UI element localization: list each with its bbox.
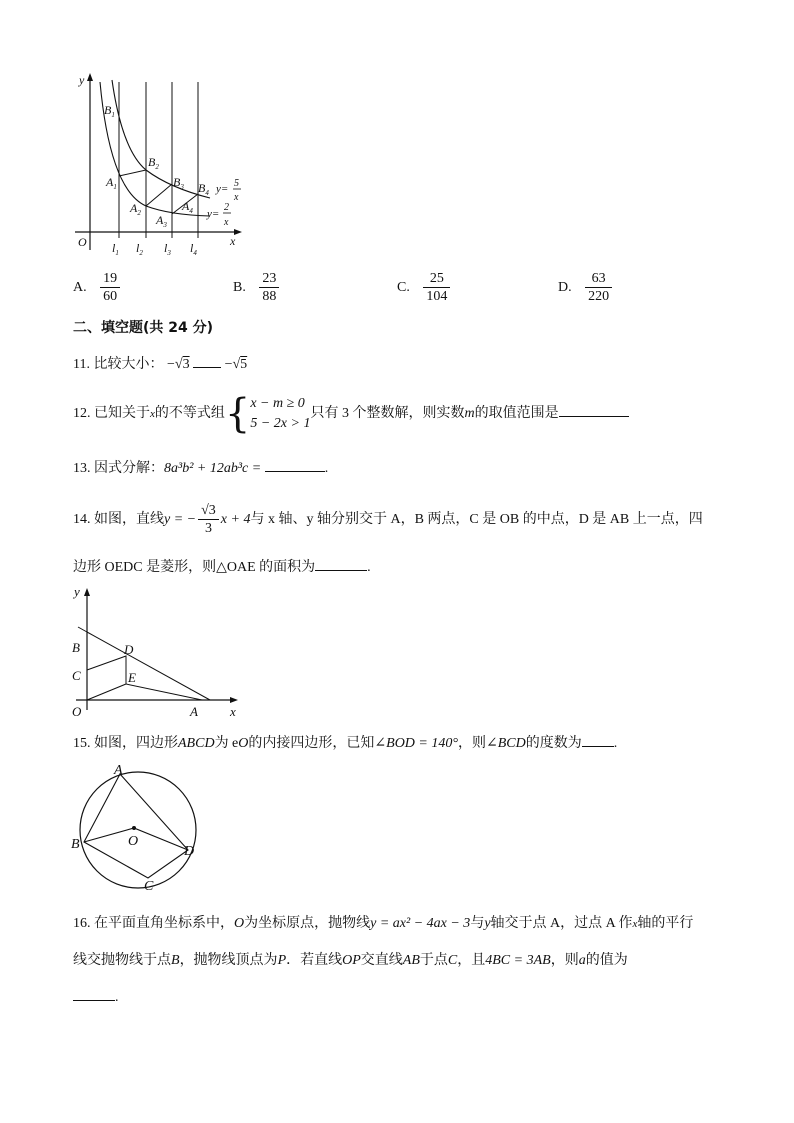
q16-x: x [632, 918, 638, 930]
q15-o: O [238, 736, 249, 751]
label-curve-2-den: x [224, 217, 229, 228]
q11-answer-blank[interactable] [193, 353, 221, 368]
figure-circle [66, 762, 216, 898]
q15-number: 15. [73, 736, 91, 751]
label-a2: $A_2$ [130, 201, 141, 217]
q14-text-2: 与 x 轴、y 轴分别交于 A，B 两点，C 是 OB 的中点，D 是 AB 上一点，四 [250, 512, 703, 527]
q15-text-4: ，则 [457, 736, 486, 751]
option-d[interactable] [558, 270, 614, 305]
segment-a1b2 [119, 170, 146, 176]
fig2-label-a: A [190, 704, 198, 719]
q15-text-5: 的度数为 [525, 736, 582, 751]
fig2-label-b: B [72, 640, 80, 655]
q15-text-3: 的内接四边形，已知 [248, 736, 375, 751]
q16-op: OP [342, 953, 361, 968]
q16-parabola: y = ax² − 4ax − 3 [370, 916, 471, 931]
label-l2: $l_2$ [136, 241, 143, 257]
q13-text: 因式分解： [94, 461, 164, 476]
q16-b: B [171, 953, 180, 968]
label-curve-5-num: 5 [234, 178, 239, 189]
figure-hyperbolas [70, 70, 250, 260]
question-16-line-1 [73, 914, 693, 934]
label-a3: $A_3$ [156, 213, 167, 229]
q16-text-3: 与 [470, 916, 485, 931]
q12-var-m: m [464, 406, 475, 421]
option-b-label: B. [233, 279, 246, 295]
label-y: y [79, 73, 85, 87]
question-15 [73, 732, 617, 754]
q14-eq-rhs: x + 4 [220, 512, 251, 527]
fig2-label-x: x [230, 704, 236, 719]
q16-y: y [484, 916, 491, 931]
fig3-label-c: C [144, 879, 154, 894]
label-a1: $A_1$ [106, 175, 117, 191]
label-l1: $l_1$ [112, 241, 119, 257]
fig2-label-y: y [74, 584, 80, 599]
q16-equation: 4BC = 3AB [485, 953, 551, 968]
fig3-center-dot [132, 826, 136, 830]
question-16-line-3 [73, 986, 119, 1008]
question-14-line-2 [73, 556, 371, 578]
q16-text-4: 轴交于点 A，过点 A 作 [490, 916, 633, 931]
fig2-label-o: O [72, 704, 82, 719]
option-c-fraction: $\frac{25}{104}$ [423, 270, 450, 305]
q16-c: C [447, 953, 458, 968]
q15-angle-bcd: ∠BCD [485, 736, 526, 751]
option-a[interactable] [73, 270, 122, 305]
q14-fraction: $\frac{√3}{3}$ [198, 502, 219, 537]
label-b4: $B_4$ [198, 181, 209, 197]
label-l3: $l_3$ [164, 241, 171, 257]
q12-answer-blank[interactable] [559, 402, 629, 417]
label-curve-5: y= [216, 183, 229, 195]
curve-y-5-over-x [112, 80, 210, 198]
fig2-line-ab [87, 632, 210, 700]
q14-answer-blank[interactable] [315, 556, 367, 571]
fig2-y-arrow [84, 588, 90, 596]
option-c[interactable] [397, 270, 452, 305]
y-axis-arrow [87, 73, 93, 81]
section-2-title: 二、填空题(共 24 分) [73, 320, 214, 336]
q16-text-13: 的值为 [585, 953, 628, 968]
q16-number: 16. [73, 916, 91, 931]
fig2-line-ab-ext [78, 627, 87, 632]
label-b1: $B_1$ [104, 103, 115, 119]
label-curve-2-num: 2 [224, 202, 229, 213]
fig2-x-arrow [230, 697, 238, 703]
q16-text-2: 为坐标原点，抛物线 [244, 916, 371, 931]
q12-text-1: 已知关于 [94, 406, 150, 421]
label-origin: O [78, 235, 87, 249]
q15-text-1: 如图，四边形 [94, 736, 178, 751]
q15-answer-blank[interactable] [582, 732, 614, 747]
fig2-line-ea [126, 684, 202, 700]
question-13 [73, 457, 328, 479]
fig3-quad-abcd [84, 774, 188, 878]
figure-rhombus [70, 582, 250, 722]
fig2-label-c: C [72, 668, 81, 683]
q13-number: 13. [73, 461, 91, 476]
option-b[interactable] [233, 270, 281, 305]
q16-text-8: ．若直线 [286, 953, 343, 968]
q12-text-3: 只有 3 个整数解，则实数 [310, 406, 465, 421]
q16-text-7: ，抛物线顶点为 [179, 953, 278, 968]
q16-answer-blank[interactable] [73, 986, 115, 1001]
q16-text-10: 于点 [419, 953, 448, 968]
label-b3: $B_3$ [173, 175, 184, 191]
q13-end: . [324, 461, 329, 476]
q16-text-9: 交直线 [360, 953, 403, 968]
q16-text-5: 轴的平行 [637, 916, 694, 931]
q14-number: 14. [73, 512, 91, 527]
label-curve-5-den: x [234, 192, 239, 203]
option-b-fraction: $\frac{23}{88}$ [259, 270, 279, 305]
q16-end: . [115, 990, 119, 1005]
fig3-label-o: O [128, 834, 139, 849]
curve-y-2-over-x [100, 82, 210, 216]
q16-a: a [578, 953, 586, 968]
fig3-label-b: B [71, 837, 80, 852]
q12-text-2: 的不等式组 [154, 406, 225, 421]
q11-expr-a: −√3 [166, 357, 190, 372]
label-b2: $B_2$ [148, 155, 159, 171]
option-d-fraction: $\frac{63}{220}$ [585, 270, 612, 305]
question-11 [73, 353, 247, 375]
q12-system: x − m ≥ 0 5 − 2x > 1 [250, 395, 311, 431]
q12-var-x: x [150, 408, 155, 420]
q14-end: . [367, 560, 371, 575]
q16-text-1: 在平面直角坐标系中， [94, 916, 234, 931]
q16-text-11: ，且 [457, 953, 486, 968]
q16-o: O [234, 916, 245, 931]
q15-abcd: ABCD [178, 736, 215, 751]
label-x: x [230, 234, 236, 248]
q12-number: 12. [73, 406, 91, 421]
segment-a2b3 [146, 184, 172, 206]
q14-text-1: 如图，直线 [94, 512, 164, 527]
fig2-label-e: E [128, 670, 136, 685]
label-curve-2: y= [207, 208, 220, 220]
q12-brace: { [224, 390, 251, 437]
option-a-label: A. [73, 279, 87, 295]
q15-end: . [613, 736, 618, 751]
fig2-label-d: D [124, 642, 134, 657]
q15-text-2: 为 e [214, 736, 239, 751]
q14-eq-lhs: y = − [164, 512, 197, 527]
fig2-rhombus-oedc [87, 656, 126, 700]
fig3-label-d: D [184, 844, 195, 859]
question-14-line-1 [73, 500, 703, 540]
fig3-label-a: A [114, 763, 123, 778]
q16-text-12: ，则 [550, 953, 579, 968]
q11-number: 11. [73, 357, 90, 372]
q11-text: 比较大小： [93, 357, 164, 372]
question-12 [73, 392, 629, 436]
option-d-label: D. [558, 279, 572, 295]
q16-p: P [277, 953, 287, 968]
q16-text-6: 线交抛物线于点 [73, 953, 171, 968]
label-l4: $l_4$ [190, 241, 197, 257]
q14-text-3: 边形 OEDC 是菱形，则△OAE 的面积为 [73, 560, 316, 575]
label-a4: $A_4$ [182, 199, 193, 215]
q13-expr: 8a³b² + 12ab³c = [164, 461, 262, 476]
q16-ab: AB [402, 953, 420, 968]
option-c-label: C. [397, 279, 410, 295]
q11-expr-b: −√5 [224, 357, 248, 372]
question-16-line-2 [73, 951, 628, 971]
q12-text-4: 的取值范围是 [474, 406, 559, 421]
option-a-fraction: $\frac{19}{60}$ [100, 270, 120, 305]
q15-angle-bod: ∠BOD = 140° [374, 736, 458, 751]
q13-answer-blank[interactable] [265, 457, 325, 472]
